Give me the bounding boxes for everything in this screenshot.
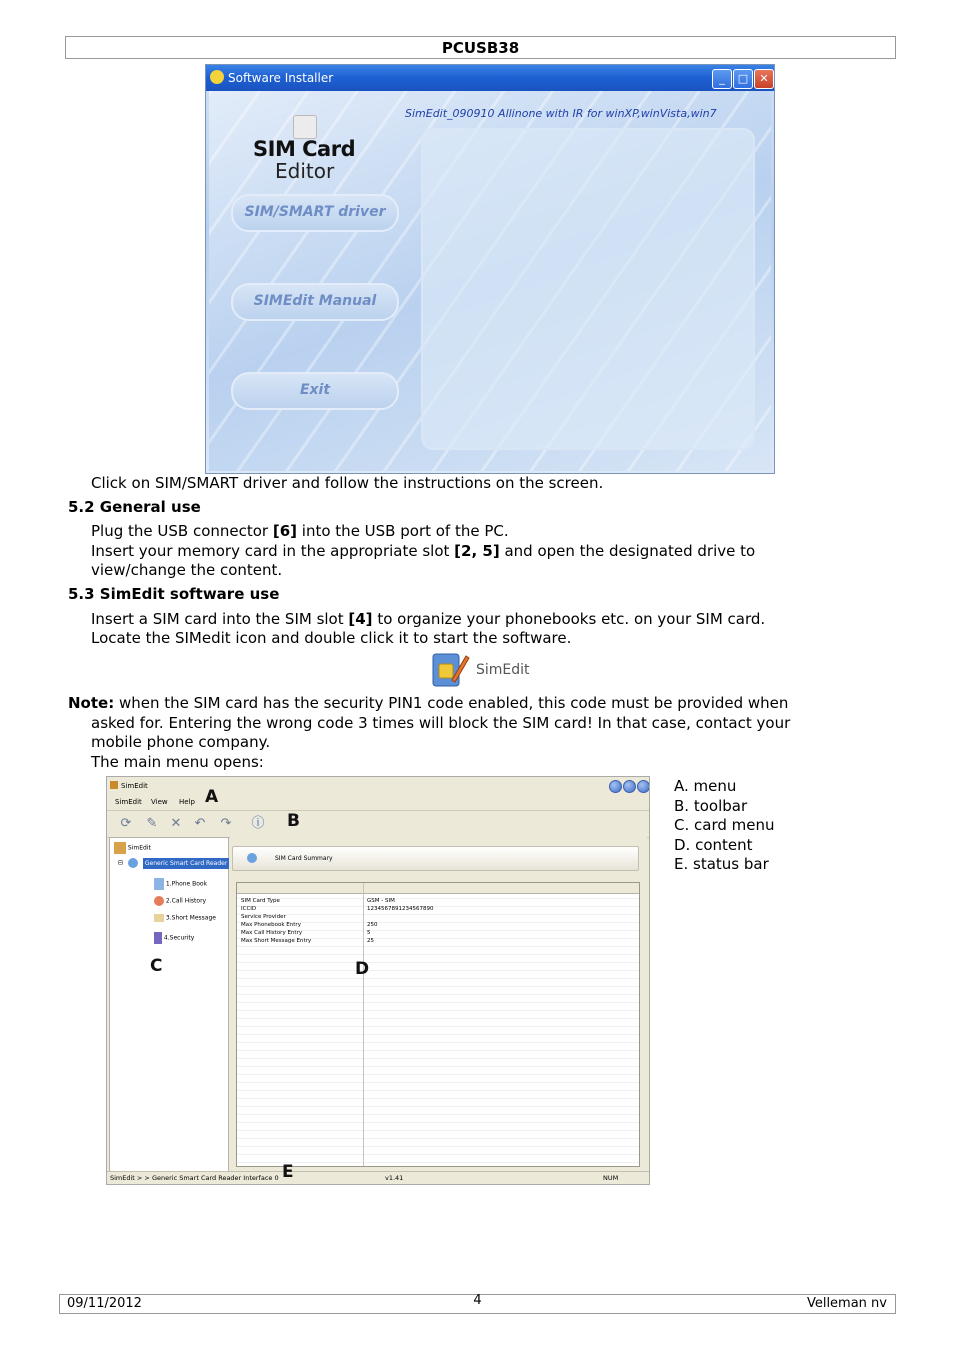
tree-item-call-history[interactable]: 2.Call History [154,896,206,906]
table-row: SIM Card Type [241,898,280,904]
installer-body [209,91,771,471]
note-line-3: mobile phone company. [91,733,271,751]
info-icon[interactable]: ⓘ [251,816,265,831]
installer-version-text: SimEdit_090910 Allinone with IR for winXP,winVista,win7 [405,107,717,120]
reader-icon [128,858,138,868]
call-history-icon [154,896,164,906]
column-divider [363,883,364,1166]
paragraph-locate-icon: Locate the SIMedit icon and double click it to start the software. [91,629,572,647]
footer-date: 09/11/2012 [67,1296,142,1311]
paragraph-usb-connector: Plug the USB connector [6] into the USB port of the PC. [91,522,509,540]
menu-view[interactable]: View [151,798,168,806]
table-cell: 1234567891234567890 [367,906,434,912]
smiley-icon [210,70,224,84]
minimize-button[interactable]: _ [712,69,732,89]
simedit-main-window [106,776,650,1185]
paragraph-memory-card-cont: view/change the content. [91,561,283,579]
table-row: Max Call History Entry [241,930,303,936]
delete-icon[interactable]: ✕ [170,816,182,831]
table-values [367,897,434,945]
table-row: Max Short Message Entry [241,938,312,944]
app-icon [110,781,118,789]
page-number: 4 [473,1293,482,1308]
section-heading-general-use: 5.2 General use [68,498,201,516]
status-bar [107,1162,649,1185]
note-line-2: asked for. Entering the wrong code 3 times will block the SIM card! In that case, contact your [91,714,791,732]
main-menu-intro: The main menu opens: [91,753,264,771]
paragraph-memory-card: Insert your memory card in the appropriate slot [2, 5] and open the designated drive to [91,542,756,560]
menu-help[interactable]: Help [179,798,195,806]
table-cell: 5 [367,930,371,936]
installer-title: Software Installer [228,71,334,85]
sim-smart-driver-button[interactable]: SIM/SMART driver [231,194,399,232]
exit-button[interactable]: Exit [231,372,399,410]
close-icon[interactable] [637,780,650,793]
tree-item-phone-book[interactable]: 1.Phone Book [154,878,207,890]
status-path: SimEdit > > Generic Smart Card Reader Interface 0 [110,1174,279,1182]
callout-legend [674,777,775,875]
document-title: PCUSB38 [441,39,520,57]
redo-icon[interactable]: ↷ [220,816,232,831]
content-area [230,837,647,1170]
sim-card-icon [114,842,126,854]
simedit-window-title: SimEdit [121,782,148,790]
sim-chip-icon [293,115,317,139]
undo-icon[interactable]: ↶ [194,816,206,831]
tree-reader[interactable]: ⊟ Generic Smart Card Reader [118,859,228,867]
footer-company: Velleman nv [806,1296,887,1311]
logo-editor: Editor [275,159,335,183]
summary-icon [247,853,257,863]
summary-table [236,882,640,1167]
edit-icon[interactable]: ✎ [146,816,158,831]
software-installer-screenshot [205,64,775,474]
legend-item: A. menu [674,777,737,795]
instruction-line: Click on SIM/SMART driver and follow the instructions on the screen. [91,474,604,492]
table-header [237,883,639,894]
callout-e: E [282,1162,294,1182]
callout-c: C [150,956,163,976]
tree-item-security[interactable]: 4.Security [154,932,194,944]
section-heading-simedit: 5.3 SimEdit software use [68,585,280,603]
card-menu-tree [109,837,229,1172]
short-message-icon [154,914,164,922]
phone-book-icon [154,878,164,890]
sim-card-summary-bar: SIM Card Summary [232,846,639,871]
legend-item: B. toolbar [674,796,748,815]
close-button[interactable]: ✕ [754,69,774,89]
table-labels [241,897,311,945]
paragraph-sim-slot: Insert a SIM card into the SIM slot [4] to organize your phonebooks etc. on your SIM card. [91,610,766,628]
table-row: ICCID [241,906,257,912]
table-row: Max Phonebook Entry [241,922,301,928]
tree-item-short-message[interactable]: 3.Short Message [154,914,216,922]
tree-root[interactable]: SimEdit [114,842,151,854]
table-cell [367,913,434,921]
table-cell: GSM - SIM [367,898,395,904]
simedit-app-icon[interactable] [430,650,470,690]
note-paragraph: Note: when the SIM card has the security PIN1 code enabled, this code must be provided when [68,694,789,712]
status-version: v1.41 [385,1174,404,1182]
callout-d: D [355,959,370,979]
simedit-icon-label: SimEdit [476,662,530,678]
minimize-icon[interactable] [609,780,622,793]
maximize-button[interactable]: □ [733,69,753,89]
legend-item: C. card menu [674,816,775,834]
callout-a: A [205,787,219,807]
simedit-manual-button[interactable]: SIMEdit Manual [231,283,399,321]
status-num: NUM [603,1174,619,1182]
collapse-icon[interactable]: ⊟ [118,859,124,867]
callout-b: B [287,811,300,831]
table-cell: 250 [367,922,378,928]
page-header [65,36,896,59]
table-cell: 25 [367,938,374,944]
menu-bar [107,787,649,809]
legend-item: E. status bar [674,855,769,873]
installer-info-panel [421,128,755,450]
security-key-icon [154,932,162,944]
table-row: Service Provider [241,914,286,920]
maximize-icon[interactable] [623,780,636,793]
refresh-icon[interactable]: ⟳ [120,816,132,831]
logo-sim-card: SIM Card [253,137,356,161]
legend-item: D. content [674,835,753,854]
menu-simedit[interactable]: SimEdit [115,798,142,806]
page-footer [59,1294,896,1314]
installer-titlebar [206,65,774,91]
toolbar [107,810,649,838]
simedit-titlebar [107,777,649,795]
